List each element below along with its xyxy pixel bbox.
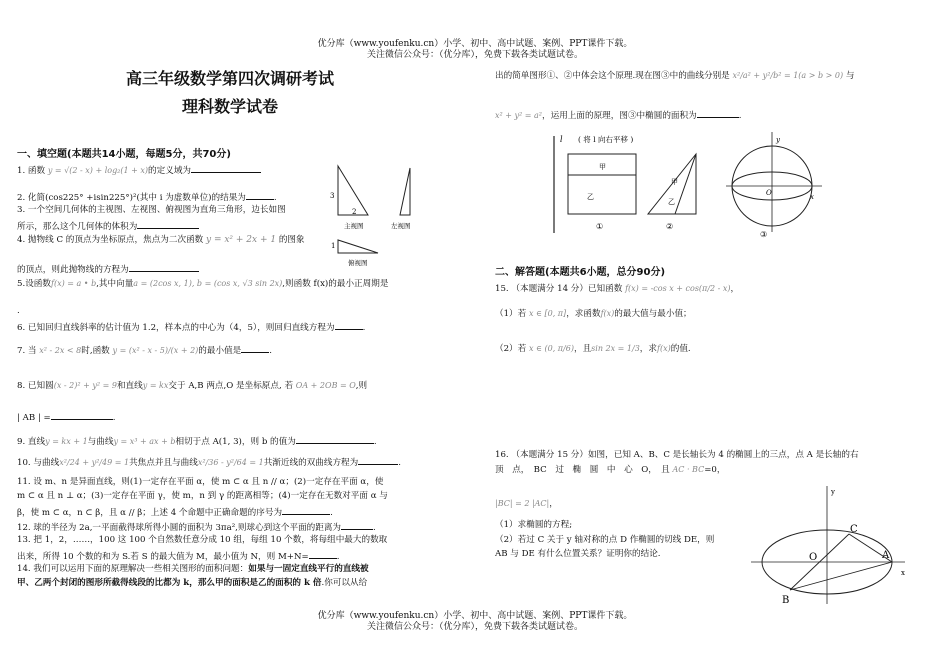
question-10: 10. 与曲线x²/24 + y²/49 = 1共焦点并且与曲线x²/36 - y²/64 = 1共渐近线的双曲线方程为 .: [17, 455, 401, 469]
dim-1: 1: [331, 242, 336, 250]
ellipse-figure: [745, 482, 910, 607]
label-x: x: [901, 569, 905, 577]
question-16-line-1: 16. （本题满分 15 分）如图，已知 A、B、C 是长轴长为 4 的椭圆上的三点，点 A 是长轴的右: [495, 450, 859, 460]
header-line-2: 关注微信公众号：（优分库），免费下载各类试题试卷。: [366, 50, 583, 60]
footer-line-2: 关注微信公众号：（优分库），免费下载各类试题试卷。: [366, 622, 583, 632]
left-view-triangle: [400, 168, 410, 215]
question-8: 8. 已知圆(x - 2)² + y² = 9和直线y = kx交于 A,B 两点,O 是坐标原点, 若 OA + 2OB = O,则: [17, 381, 368, 391]
question-14-continued: 出的简单图形①、②中体会这个原理.现在图③中的曲线分别是 x²/a² + y²/b² = 1(a > b > 0) 与: [495, 71, 855, 81]
question-14-line-4: x² + y² = a²，运用上面的原理，图③中椭圆的面积为 .: [495, 108, 741, 122]
triangle-divider: [675, 154, 696, 214]
question-12: 12. 球的半径为 2a,一平面截得球所得小圆的面积为 3πa²,则球心到这个平面的距离为 .: [17, 520, 376, 534]
question-14-line-1: 14. 我们可以运用下面的原理解决一些相关图形的面积问题：如果与一固定直线平行的直线被: [17, 564, 369, 574]
front-view-label: 主视图: [344, 222, 364, 230]
question-16-part-1: （1）求椭圆的方程;: [495, 520, 573, 530]
question-13-line-1: 13. 把 1，2，……，100 这 100 个自然数任意分成 10 组，每组 10 个数，将每组中最大的数取: [17, 535, 388, 545]
question-5: 5.设函数f(x) = a • b,其中向量a = (2cos x, 1), b = (cos x, √3 sin 2x),则函数 f(x)的最小正周期是: [17, 279, 389, 289]
question-4-line-2: 的顶点，则此抛物线的方程为: [17, 262, 199, 276]
section-fill-in: 一、填空题(本题共14小题，每题5分，共70分): [17, 149, 231, 160]
question-6: 6. 已知回归直线斜率的估计值为 1.2，样本点的中心为（4，5），则回归直线方程为 .: [17, 320, 365, 334]
fig1-jia: 甲: [599, 163, 606, 171]
point-b: B: [782, 595, 790, 606]
dim-2: 2: [352, 208, 357, 216]
fig2-yi: 乙: [668, 198, 675, 206]
question-4: 4. 抛物线 C 的顶点为坐标原点，焦点为二次函数 y = x² + 2x + 1 的图象: [17, 235, 305, 245]
fig3-number: ③: [760, 230, 768, 239]
fig1-yi: 乙: [587, 193, 594, 201]
question-14-line-2: 甲、乙两个封闭的图形所截得线段的比都为 k，那么甲的面积是乙的面积的 k 倍.你可以从给: [17, 578, 368, 588]
question-15-part-1: （1）若 x ∈ [0, π]，求函数f(x)的最大值与最小值；: [495, 309, 692, 319]
section-solutions: 二、解答题(本题共6小题，总分90分): [495, 267, 666, 278]
exam-subtitle: 理科数学试卷: [181, 97, 278, 116]
fig2-number: ②: [666, 222, 674, 231]
exam-title: 高三年级数学第四次调研考试: [125, 69, 334, 88]
label-l: l: [560, 135, 563, 144]
top-view-triangle: [338, 240, 378, 253]
question-1: 1. 函数 y = √(2 - x) + log₂(1 + x)的定义域为: [17, 163, 261, 177]
fig3-x: x: [810, 193, 814, 201]
question-7: 7. 当 x² - 2x < 8时,函数 y = (x² - x - 5)/(x + 2)的最小值是 .: [17, 343, 272, 357]
question-11-line-1: 11. 设 m、n 是异面直线，则(1)一定存在平面 α，使 m ⊂ α 且 n // α；(2)一定存在平面 α，使: [17, 477, 384, 487]
question-16-part-2-line-2: AB 与 DE 有什么位置关系？证明你的结论.: [495, 549, 661, 559]
question-5-end: .: [17, 306, 20, 316]
question-11-line-3: β，使 m ⊂ α，n ⊂ β，且 α // β；上述 4 个命题中正确命题的序号为 .: [17, 505, 333, 519]
header-line-1: 优分库（www.youfenku.cn）小学、初中、高中试题、案例、PPT课件下载。: [317, 39, 633, 49]
fig3-o: O: [766, 189, 772, 197]
question-16-line-3: |BC| = 2 |AC|，: [495, 499, 558, 509]
question-2: 2. 化简(cos225° +isin225°)²(其中 i 为虚数单位)的结果为 .: [17, 190, 277, 204]
top-view-label: 俯视图: [348, 259, 368, 267]
principle-figures: [548, 128, 828, 240]
question-16-line-2: 顶 点， BC 过 椭 圆 中 心 O， 且 AC · BC=0，: [495, 465, 726, 475]
question-15: 15. （本题满分 14 分）已知函数 f(x) = -cos x + cos(π/2 - x)，: [495, 284, 740, 294]
question-3-line-1: 3. 一个空间几何体的主视图、左视图、俯视图为直角三角形，边长如图: [17, 205, 286, 215]
point-a: A: [882, 550, 890, 561]
fig2-jia: 甲: [671, 178, 678, 186]
dim-3: 3: [330, 192, 335, 200]
shift-caption: ( 将 l 向右平移 ): [578, 135, 634, 144]
question-13-line-2: 出来，所得 10 个数的和为 S.若 S 的最大值为 M，最小值为 N，则 M+N= .: [17, 549, 339, 563]
question-8-line-2: | AB | = .: [17, 410, 115, 424]
three-views-figure: [328, 160, 428, 275]
point-o: O: [809, 552, 818, 563]
point-c: C: [850, 524, 858, 535]
fig3-y: y: [776, 136, 780, 144]
question-15-part-2: （2）若 x ∈ (0, π/6)，且sin 2x = 1/3，求f(x)的值.: [495, 344, 691, 354]
question-3-line-2: 所示，那么这个几何体的体积为: [17, 219, 199, 233]
left-view-label: 左视图: [391, 222, 411, 230]
footer-line-1: 优分库（www.youfenku.cn）小学、初中、高中试题、案例、PPT课件下载。: [317, 611, 633, 621]
label-y: y: [831, 488, 835, 496]
question-11-line-2: m ⊂ α 且 n ⊥ α；(3)一定存在平面 γ，使 m，n 到 γ 的距离相等；(4)一定存在无数对平面 α 与: [17, 491, 388, 501]
question-9: 9. 直线y = kx + 1与曲线y = x³ + ax + b相切于点 A(1, 3)，则 b 的值为 .: [17, 434, 377, 448]
question-16-part-2-line-1: （2）若过 C 关于 y 轴对称的点 D 作椭圆的切线 DE，则: [495, 535, 715, 545]
fig1-number: ①: [596, 222, 604, 231]
